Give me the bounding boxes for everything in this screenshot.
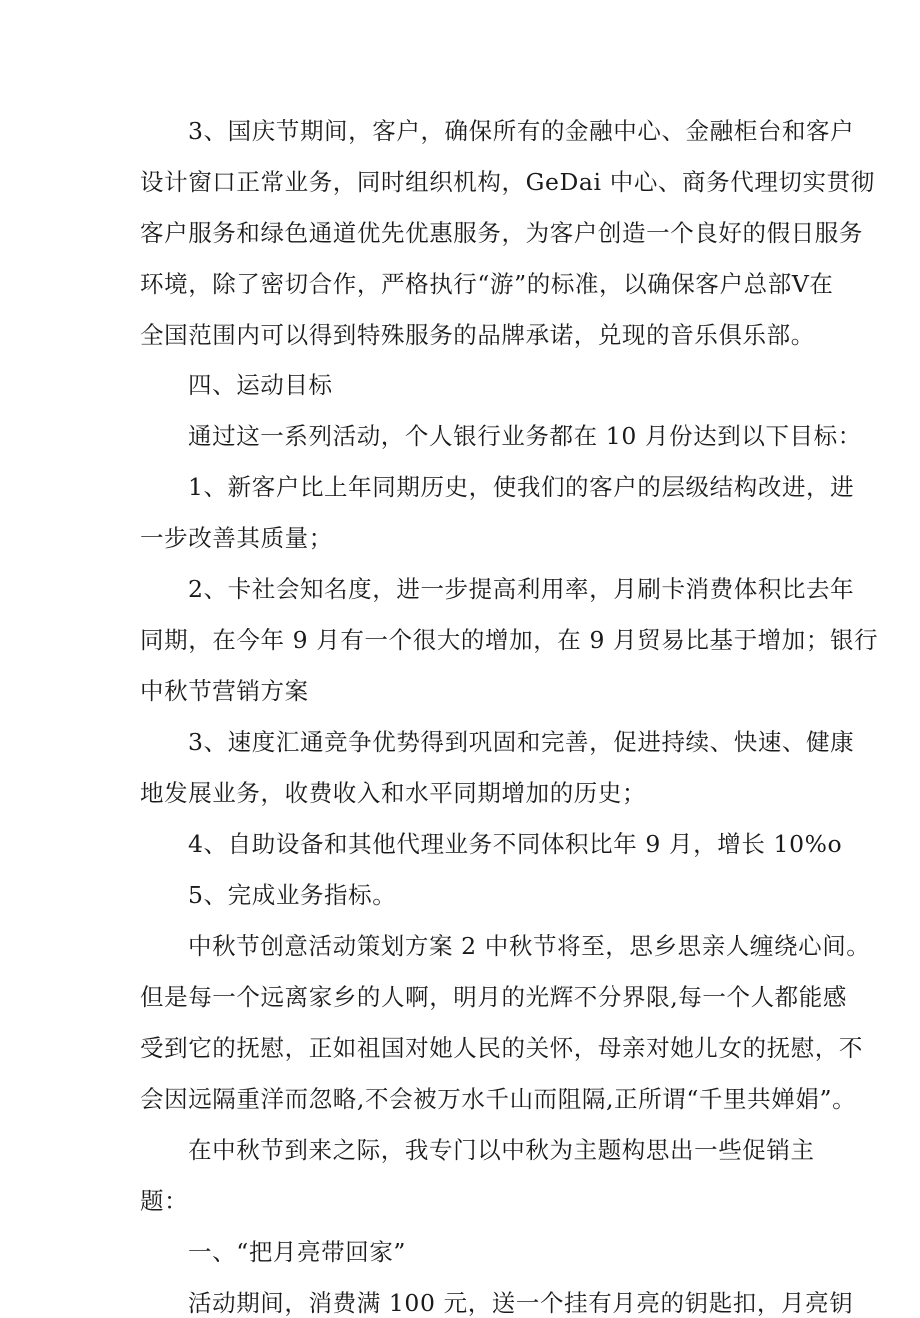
text-line: 设计窗口正常业务，同时组织机构，GeDai 中心、商务代理切实贯彻 bbox=[140, 168, 875, 196]
text-line: 全国范围内可以得到特殊服务的品牌承诺，兑现的音乐俱乐部。 bbox=[140, 321, 815, 349]
text-line: 4、自助设备和其他代理业务不同体积比年 9 月，增长 10%o bbox=[188, 830, 843, 858]
text-line: 活动期间，消费满 100 元，送一个挂有月亮的钥匙扣，月亮钥 bbox=[188, 1289, 854, 1317]
text-line: 中秋节创意活动策划方案 2 中秋节将至，思乡思亲人缠绕心间。 bbox=[188, 932, 871, 960]
text-line: 但是每一个远离家乡的人啊，明月的光辉不分界限,每一个人都能感 bbox=[140, 983, 847, 1011]
text-line: 题： bbox=[140, 1187, 189, 1215]
text-line: 5、完成业务指标。 bbox=[188, 881, 397, 909]
text-line: 3、国庆节期间，客户，确保所有的金融中心、金融柜台和客户 bbox=[188, 117, 855, 145]
section-heading: 一、“把月亮带回家” bbox=[188, 1238, 407, 1266]
text-line: 同期，在今年 9 月有一个很大的增加，在 9 月贸易比基于增加；银行 bbox=[140, 626, 879, 654]
text-line: 1、新客户比上年同期历史，使我们的客户的层级结构改进，进 bbox=[188, 473, 855, 501]
text-line: 一步改善其质量； bbox=[140, 524, 333, 552]
text-line: 2、卡社会知名度，进一步提高利用率，月刷卡消费体积比去年 bbox=[188, 575, 855, 603]
text-line: 中秋节营销方案 bbox=[140, 677, 309, 705]
text-line: 通过这一系列活动，个人银行业务都在 10 月份达到以下目标： bbox=[188, 422, 862, 450]
text-line: 会因远隔重洋而忽略,不会被万水千山而阻隔,正所谓“千里共婵娟”。 bbox=[140, 1085, 857, 1113]
section-heading: 四、运动目标 bbox=[188, 371, 333, 399]
text-line: 地发展业务，收费收入和水平同期增加的历史； bbox=[140, 779, 647, 807]
text-line: 3、速度汇通竞争优势得到巩固和完善，促进持续、快速、健康 bbox=[188, 728, 855, 756]
text-line: 受到它的抚慰，正如祖国对她人民的关怀，母亲对她儿女的抚慰，不 bbox=[140, 1034, 863, 1062]
text-line: 客户服务和绿色通道优先优惠服务，为客户创造一个良好的假日服务 bbox=[140, 219, 863, 247]
text-line: 在中秋节到来之际，我专门以中秋为主题构思出一些促销主 bbox=[188, 1136, 815, 1164]
text-line: 环境，除了密切合作，严格执行“游”的标准，以确保客户总部Ⅴ在 bbox=[140, 270, 834, 298]
